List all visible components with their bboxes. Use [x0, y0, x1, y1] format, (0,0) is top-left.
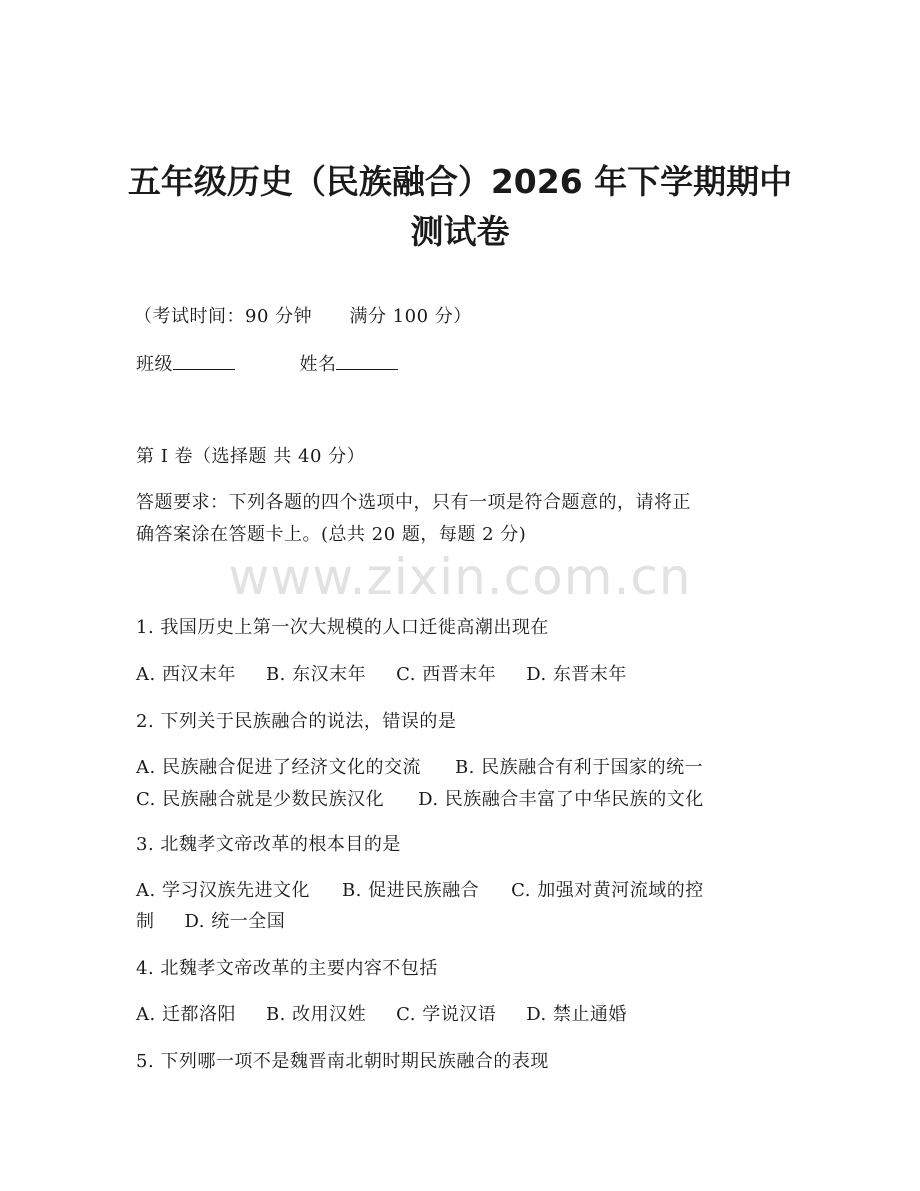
page-title-line-1: 五年级历史（民族融合）2026 年下学期期中	[127, 162, 793, 201]
section-heading: 第 I 卷（选择题 共 40 分）	[136, 446, 366, 467]
q2-option-a[interactable]: A. 民族融合促进了经济文化的交流	[136, 757, 421, 778]
instructions-line-2: 确答案涂在答题卡上。(总共 20 题，每题 2 分)	[136, 524, 527, 545]
question-1-options	[136, 660, 627, 686]
q4-option-c[interactable]: C. 学说汉语	[396, 1004, 497, 1025]
q1-option-c[interactable]: C. 西晋末年	[396, 664, 497, 685]
page-title-line-2: 测试卷	[410, 212, 510, 251]
question-1-stem: 1. 我国历史上第一次大规模的人口迁徙高潮出现在	[136, 617, 549, 638]
question-4-stem: 4. 北魏孝文帝改革的主要内容不包括	[136, 958, 438, 979]
question-2-options-row-1	[136, 753, 703, 779]
class-label: 班级	[136, 354, 173, 375]
q4-option-d[interactable]: D. 禁止通婚	[526, 1004, 627, 1025]
name-blank[interactable]	[336, 351, 398, 370]
name-label: 姓名	[299, 354, 337, 375]
question-2-options-row-2	[136, 785, 704, 811]
q3-option-b[interactable]: B. 促进民族融合	[341, 880, 480, 901]
q4-option-b[interactable]: B. 改用汉姓	[265, 1004, 367, 1025]
question-3-options-row-1	[136, 876, 704, 902]
question-3-stem: 3. 北魏孝文帝改革的根本目的是	[136, 834, 401, 855]
q1-option-d[interactable]: D. 东晋末年	[526, 664, 627, 685]
q3-option-a[interactable]: A. 学习汉族先进文化	[136, 880, 310, 901]
q2-option-b[interactable]: B. 民族融合有利于国家的统一	[454, 757, 704, 778]
q4-option-a[interactable]: A. 迁都洛阳	[136, 1004, 236, 1025]
q2-option-c[interactable]: C. 民族融合就是少数民族汉化	[136, 789, 385, 810]
exam-info: （考试时间：90 分钟 满分 100 分）	[134, 306, 472, 327]
instructions-line-1: 答题要求：下列各题的四个选项中，只有一项是符合题意的，请将正	[136, 492, 691, 513]
q3-option-c[interactable]: C. 加强对黄河流域的控	[511, 880, 704, 901]
class-blank[interactable]	[173, 351, 235, 370]
question-3-options-row-2	[136, 907, 285, 933]
q3-option-d[interactable]: D. 统一全国	[184, 911, 286, 932]
q1-option-a[interactable]: A. 西汉末年	[136, 664, 236, 685]
q2-option-d[interactable]: D. 民族融合丰富了中华民族的文化	[418, 789, 704, 810]
q1-option-b[interactable]: B. 东汉末年	[265, 664, 367, 685]
question-2-stem: 2. 下列关于民族融合的说法，错误的是	[136, 711, 457, 732]
question-4-options	[136, 1000, 627, 1026]
student-info	[136, 350, 398, 376]
watermark: www.zixin.com.cn	[228, 548, 692, 606]
question-5-stem: 5. 下列哪一项不是魏晋南北朝时期民族融合的表现	[136, 1051, 549, 1072]
q3-option-c-continued: 制	[136, 911, 155, 932]
